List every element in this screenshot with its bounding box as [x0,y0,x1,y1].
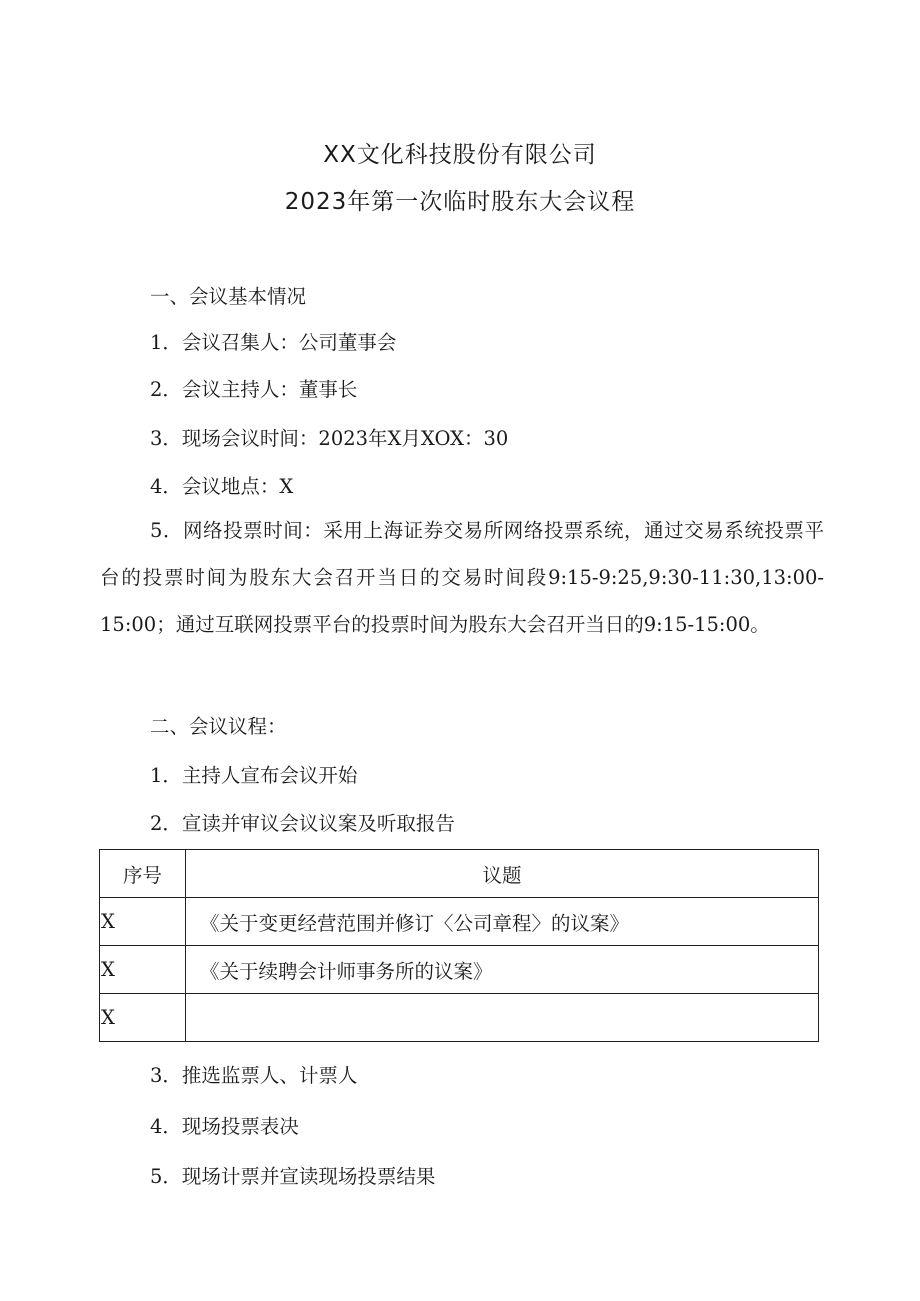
row-topic: 《关于变更经营范围并修订〈公司章程〉的议案》 [186,898,819,946]
venue-line: 4．会议地点：X [150,475,294,498]
header-number: 序号 [100,850,186,898]
company-title: XX文化科技股份有限公司 [323,142,597,168]
row-topic: 《关于续聘会计师事务所的议案》 [186,946,819,994]
table-row [100,898,819,946]
table-row [100,994,819,1042]
meeting-title: 2023年第一次临时股东大会议程 [284,189,636,215]
section2-heading: 二、会议议程： [150,715,287,738]
row-topic [186,994,819,1042]
section1-heading: 一、会议基本情况 [150,285,307,308]
table-header-row [100,850,819,898]
row-number: X [100,994,186,1042]
header-topic: 议题 [186,850,819,898]
agenda-item-scrutineers: 3．推选监票人、计票人 [150,1064,358,1087]
agenda-item-review: 2．宣读并审议会议议案及听取报告 [150,812,455,835]
table-row [100,946,819,994]
row-number: X [100,946,186,994]
host-line: 2．会议主持人：董事长 [150,378,358,401]
agenda-item-onsite-vote: 4．现场投票表决 [150,1115,299,1138]
convener-line: 1．会议召集人：公司董事会 [150,331,397,354]
agenda-item-count-votes: 5．现场计票并宣读现场投票结果 [150,1165,436,1188]
agenda-item-open: 1．主持人宣布会议开始 [150,764,358,787]
online-voting-paragraph: 5．网络投票时间：采用上海证券交易所网络投票系统，通过交易系统投票平台的投票时间为股东大会召开当日的交易时间段9:15-9:25,9:30-11:30,13:00-15:00；通过互联网投票平台的投票时间为股东大会召开当日的9:15-15:00。 [100,519,824,636]
onsite-time-line: 3．现场会议时间：2023年X月XOX：30 [150,427,509,450]
row-number: X [100,898,186,946]
agenda-table [99,849,819,1042]
